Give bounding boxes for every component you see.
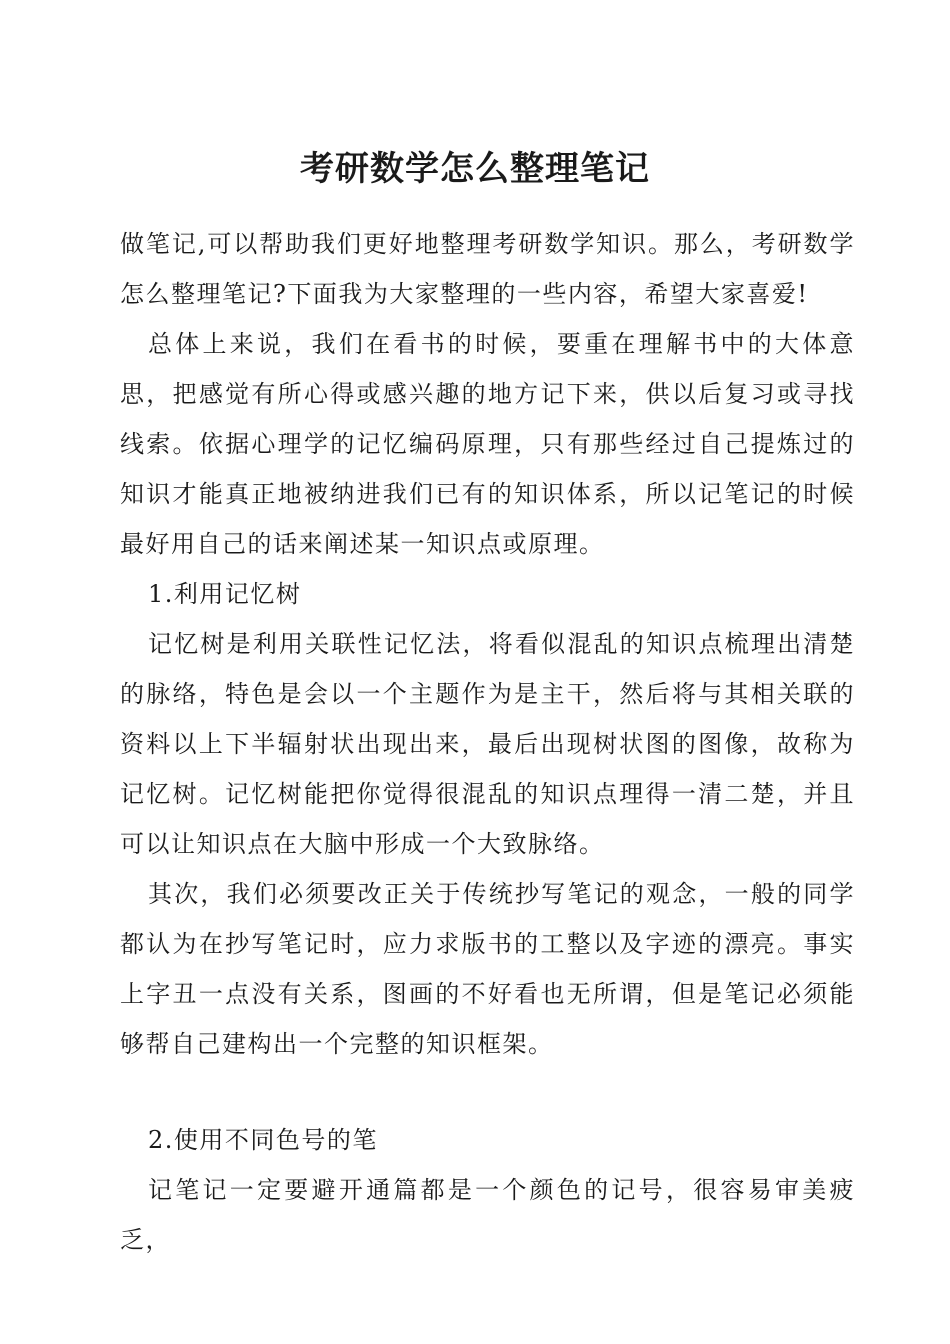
note-concept-paragraph: 其次，我们必须要改正关于传统抄写笔记的观念，一般的同学都认为在抄写笔记时，应力求版书的工整以及字迹的漂亮。事实上字丑一点没有关系，图画的不好看也无所谓，但是笔记必须能够帮自己建构出一个完整的知识框架。 xyxy=(120,880,855,1058)
overview-paragraph: 总体上来说，我们在看书的时候，要重在理解书中的大体意思，把感觉有所心得或感兴趣的地方记下来，供以后复习或寻找线索。依据心理学的记忆编码原理，只有那些经过自己提炼过的知识才能真正地被纳进我们已有的知识体系，所以记笔记的时候最好用自己的话来阐述某一知识点或原理。 xyxy=(120,330,855,558)
intro-paragraph: 做笔记,可以帮助我们更好地整理考研数学知识。那么，考研数学怎么整理笔记?下面我为大家整理的一些内容，希望大家喜爱! xyxy=(120,230,855,308)
section-heading-memory-tree: 1.利用记忆树 xyxy=(148,580,302,608)
section-heading-color-pens: 2.使用不同色号的笔 xyxy=(148,1126,378,1154)
document-title: 考研数学怎么整理笔记 xyxy=(300,149,650,189)
memory-tree-paragraph: 记忆树是利用关联性记忆法，将看似混乱的知识点梳理出清楚的脉络，特色是会以一个主题作为是主干，然后将与其相关联的资料以上下半辐射状出现出来，最后出现树状图的图像，故称为记忆树。记忆树能把你觉得很混乱的知识点理得一清二楚，并且可以让知识点在大脑中形成一个大致脉络。 xyxy=(120,630,855,858)
color-pens-paragraph: 记笔记一定要避开通篇都是一个颜色的记号，很容易审美疲乏， xyxy=(120,1176,855,1254)
